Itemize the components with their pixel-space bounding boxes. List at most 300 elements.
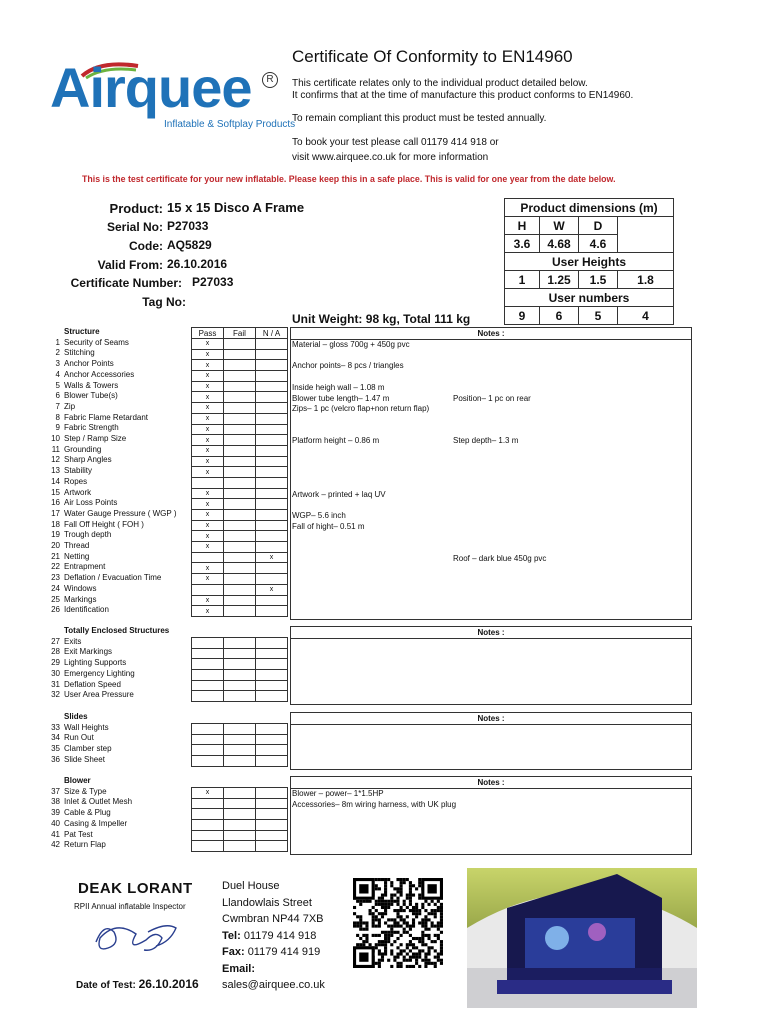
table-row bbox=[192, 809, 288, 820]
result-cell-na bbox=[256, 477, 288, 488]
item-label: Slide Sheet bbox=[64, 754, 105, 764]
item-label: Fall Off Height ( FOH ) bbox=[64, 519, 144, 529]
blower-section-list bbox=[40, 776, 132, 851]
item-label: User Area Pressure bbox=[64, 690, 134, 700]
structure-section-notes-box bbox=[290, 327, 692, 620]
result-cell-pass: x bbox=[192, 392, 224, 403]
product-photo bbox=[467, 868, 697, 1013]
result-cell-pass bbox=[192, 745, 224, 756]
item-label: Markings bbox=[64, 594, 97, 604]
table-row bbox=[192, 392, 288, 403]
dims-d-value: 4.6 bbox=[579, 235, 618, 253]
result-cell-pass: x bbox=[192, 542, 224, 553]
result-cell-fail bbox=[224, 542, 256, 553]
email-label: Email: bbox=[222, 962, 256, 975]
note-text: Accessories– 8m wiring harness, with UK plug bbox=[292, 799, 457, 809]
result-cell-fail bbox=[224, 435, 256, 446]
header-line-2: It confirms that at the time of manufacture this product conforms to EN14960. bbox=[292, 90, 634, 101]
table-row bbox=[192, 531, 288, 542]
table-row bbox=[192, 670, 288, 681]
item-number: 42 bbox=[51, 840, 60, 850]
result-cell-fail bbox=[224, 788, 256, 799]
table-row bbox=[192, 371, 288, 382]
result-cell-na bbox=[256, 638, 288, 649]
tel-label: Tel: bbox=[222, 929, 241, 942]
product-value: 15 x 15 Disco A Frame bbox=[167, 200, 305, 215]
note-text: Roof – dark blue 450g pvc bbox=[453, 554, 547, 563]
result-cell-na bbox=[256, 424, 288, 435]
table-row bbox=[192, 413, 288, 424]
result-cell-na bbox=[256, 381, 288, 392]
inspector-name: DEAK LORANT bbox=[78, 880, 193, 897]
certificate-title: Certificate Of Conformity to EN14960 bbox=[292, 47, 573, 66]
item-label: Clamber step bbox=[64, 744, 112, 754]
result-cell-na bbox=[256, 531, 288, 542]
item-label: Anchor Accessories bbox=[64, 369, 135, 379]
result-cell-fail bbox=[224, 552, 256, 563]
table-row bbox=[192, 820, 288, 831]
checklist-item bbox=[40, 488, 176, 499]
result-cell-fail bbox=[224, 724, 256, 735]
checklist-item bbox=[40, 573, 176, 584]
note-text: Anchor points– 8 pcs / triangles bbox=[292, 361, 404, 371]
item-number: 20 bbox=[51, 541, 60, 551]
item-label: Return Flap bbox=[64, 840, 106, 850]
result-cell-na bbox=[256, 349, 288, 360]
item-number: 2 bbox=[55, 348, 60, 358]
result-cell-pass bbox=[192, 724, 224, 735]
result-cell-fail bbox=[224, 563, 256, 574]
item-number: 31 bbox=[51, 679, 60, 689]
item-number: 30 bbox=[51, 668, 60, 678]
result-cell-na bbox=[256, 745, 288, 756]
result-cell-na bbox=[256, 445, 288, 456]
checklist-item bbox=[40, 647, 169, 658]
result-cell-pass: x bbox=[192, 456, 224, 467]
result-cell-fail bbox=[224, 830, 256, 841]
table-row bbox=[192, 638, 288, 649]
enclosed-section-notes-box bbox=[290, 626, 692, 705]
product-label: Product: bbox=[109, 201, 163, 216]
structure-section-list bbox=[40, 327, 176, 616]
tag-label: Tag No: bbox=[142, 295, 186, 309]
item-number: 10 bbox=[51, 434, 60, 444]
logo-subtitle: Inflatable & Softplay Products bbox=[164, 119, 296, 130]
result-cell-pass: x bbox=[192, 349, 224, 360]
result-cell-pass bbox=[192, 841, 224, 852]
item-number: 32 bbox=[51, 690, 60, 700]
result-cell-pass: x bbox=[192, 595, 224, 606]
item-number: 29 bbox=[51, 658, 60, 668]
item-number: 8 bbox=[55, 412, 60, 422]
item-number: 4 bbox=[55, 369, 60, 379]
user-number-4: 4 bbox=[618, 307, 674, 325]
table-row bbox=[192, 606, 288, 617]
item-label: Step / Ramp Size bbox=[64, 434, 127, 444]
result-cell-pass: x bbox=[192, 788, 224, 799]
result-cell-pass: x bbox=[192, 360, 224, 371]
slides-section bbox=[40, 710, 690, 770]
table-row bbox=[192, 445, 288, 456]
result-cell-na bbox=[256, 456, 288, 467]
date-of-test-label: Date of Test: bbox=[76, 980, 136, 991]
item-label: Run Out bbox=[64, 733, 94, 743]
item-number: 27 bbox=[51, 636, 60, 646]
note-text: Position– 1 pc on rear bbox=[453, 393, 531, 403]
result-cell-pass: x bbox=[192, 520, 224, 531]
serial-label: Serial No: bbox=[106, 220, 163, 234]
item-label: Security of Seams bbox=[64, 337, 129, 347]
table-row bbox=[192, 424, 288, 435]
table-row bbox=[192, 584, 288, 595]
dims-w-value: 4.68 bbox=[540, 235, 579, 253]
checklist-item bbox=[40, 733, 112, 744]
notes-heading: Notes : bbox=[291, 627, 691, 639]
result-cell-pass: x bbox=[192, 413, 224, 424]
result-cell-fail bbox=[224, 381, 256, 392]
table-row bbox=[192, 552, 288, 563]
result-cell-fail bbox=[224, 392, 256, 403]
result-cell-pass bbox=[192, 648, 224, 659]
user-number-3: 5 bbox=[579, 307, 618, 325]
result-cell-na bbox=[256, 606, 288, 617]
table-row bbox=[192, 595, 288, 606]
valid-from-value: 26.10.2016 bbox=[167, 257, 228, 271]
checklist-item bbox=[40, 819, 132, 830]
result-cell-fail bbox=[224, 520, 256, 531]
enclosed-section bbox=[40, 624, 690, 704]
result-cell-na bbox=[256, 488, 288, 499]
user-height-2: 1.25 bbox=[540, 271, 579, 289]
note-text: Platform height – 0.86 m bbox=[292, 436, 380, 446]
checklist-item bbox=[40, 605, 176, 616]
logo: Airquee bbox=[50, 56, 252, 119]
table-row bbox=[192, 339, 288, 350]
result-cell-na bbox=[256, 798, 288, 809]
item-number: 17 bbox=[51, 508, 60, 518]
item-label: Entrapment bbox=[64, 562, 106, 572]
structure-section bbox=[40, 325, 690, 620]
table-row bbox=[192, 841, 288, 852]
certificate-number-value: P27033 bbox=[192, 275, 234, 289]
result-cell-fail bbox=[224, 606, 256, 617]
slides-section-list bbox=[40, 712, 112, 766]
checklist-item bbox=[40, 669, 169, 680]
item-label: Air Loss Points bbox=[64, 498, 118, 508]
table-row bbox=[192, 403, 288, 414]
table-row bbox=[192, 488, 288, 499]
result-cell-fail bbox=[224, 403, 256, 414]
result-cell-na bbox=[256, 691, 288, 702]
checklist-item bbox=[40, 455, 176, 466]
item-label: Fabric Flame Retardant bbox=[64, 412, 149, 422]
item-number: 5 bbox=[55, 380, 60, 390]
result-cell-pass: x bbox=[192, 563, 224, 574]
result-cell-fail bbox=[224, 499, 256, 510]
result-cell-pass: x bbox=[192, 424, 224, 435]
result-cell-na bbox=[256, 841, 288, 852]
result-cell-pass: x bbox=[192, 606, 224, 617]
dims-blank bbox=[618, 217, 674, 253]
code-label: Code: bbox=[129, 239, 163, 253]
item-number: 26 bbox=[51, 605, 60, 615]
checklist-item bbox=[40, 434, 176, 445]
item-number: 1 bbox=[55, 337, 60, 347]
result-cell-pass bbox=[192, 680, 224, 691]
result-cell-fail bbox=[224, 691, 256, 702]
item-number: 22 bbox=[51, 562, 60, 572]
checklist-item bbox=[40, 552, 176, 563]
result-cell-na bbox=[256, 648, 288, 659]
header-line-1: This certificate relates only to the individual product detailed below. bbox=[292, 78, 588, 89]
checklist-item bbox=[40, 477, 176, 488]
result-cell-fail bbox=[224, 424, 256, 435]
item-label: Lighting Supports bbox=[64, 658, 127, 668]
item-label: Trough depth bbox=[64, 530, 112, 540]
item-label: Inlet & Outlet Mesh bbox=[64, 797, 133, 807]
item-number: 7 bbox=[55, 401, 60, 411]
result-cell-pass bbox=[192, 670, 224, 681]
item-number: 36 bbox=[51, 754, 60, 764]
table-row bbox=[192, 349, 288, 360]
checklist-item bbox=[40, 370, 176, 381]
slides-section-grid bbox=[191, 723, 288, 767]
result-cell-na bbox=[256, 820, 288, 831]
header-line-4: To book your test please call 01179 414 918 or bbox=[292, 137, 499, 148]
item-label: Exit Markings bbox=[64, 647, 113, 657]
inspector-role: RPII Annual inflatable Inspector bbox=[74, 902, 186, 911]
table-row bbox=[192, 520, 288, 531]
address-line-2: Llandowlais Street bbox=[222, 896, 312, 909]
item-number: 15 bbox=[51, 487, 60, 497]
result-cell-na: x bbox=[256, 584, 288, 595]
result-cell-pass: x bbox=[192, 467, 224, 478]
result-cell-fail bbox=[224, 371, 256, 382]
code-value: AQ5829 bbox=[167, 238, 212, 252]
tel-line bbox=[222, 928, 325, 945]
item-number: 16 bbox=[51, 498, 60, 508]
item-number: 41 bbox=[51, 829, 60, 839]
item-number: 11 bbox=[51, 444, 60, 454]
checklist-item bbox=[40, 381, 176, 392]
tel-value: 01179 414 918 bbox=[243, 929, 317, 942]
column-na: N / A bbox=[256, 328, 288, 339]
user-height-1: 1 bbox=[505, 271, 540, 289]
item-label: Walls & Towers bbox=[64, 380, 119, 390]
blower-section-heading: Blower bbox=[64, 776, 91, 785]
result-cell-pass: x bbox=[192, 574, 224, 585]
result-cell-fail bbox=[224, 413, 256, 424]
structure-section-heading: Structure bbox=[64, 327, 100, 336]
checklist-item bbox=[40, 830, 132, 841]
result-cell-fail bbox=[224, 467, 256, 478]
slides-section-heading: Slides bbox=[64, 712, 88, 721]
table-row bbox=[192, 381, 288, 392]
checklist-item bbox=[40, 584, 176, 595]
checklist-item bbox=[40, 413, 176, 424]
result-cell-pass: x bbox=[192, 403, 224, 414]
table-row bbox=[192, 499, 288, 510]
result-cell-pass bbox=[192, 659, 224, 670]
certificate-number-label: Certificate Number: bbox=[70, 276, 182, 290]
checklist-item bbox=[40, 562, 176, 573]
checklist-item bbox=[40, 348, 176, 359]
result-cell-fail bbox=[224, 445, 256, 456]
table-row bbox=[192, 456, 288, 467]
checklist-item bbox=[40, 680, 169, 691]
result-cell-na bbox=[256, 413, 288, 424]
checklist-item bbox=[40, 787, 132, 798]
item-number: 34 bbox=[51, 733, 60, 743]
header-line-3: To remain compliant this product must be tested annually. bbox=[292, 113, 547, 124]
table-row bbox=[192, 360, 288, 371]
item-number: 13 bbox=[51, 466, 60, 476]
checklist-item bbox=[40, 520, 176, 531]
checklist-item bbox=[40, 509, 176, 520]
item-label: Artwork bbox=[64, 487, 92, 497]
result-cell-fail bbox=[224, 360, 256, 371]
result-cell-na bbox=[256, 830, 288, 841]
result-cell-pass bbox=[192, 820, 224, 831]
enclosed-section-grid bbox=[191, 637, 288, 702]
user-number-2: 6 bbox=[540, 307, 579, 325]
item-label: Exits bbox=[64, 636, 82, 646]
result-cell-na bbox=[256, 371, 288, 382]
user-heights-title: User Heights bbox=[505, 253, 674, 271]
checklist-item bbox=[40, 840, 132, 851]
result-cell-na bbox=[256, 435, 288, 446]
result-cell-na bbox=[256, 360, 288, 371]
item-label: Stitching bbox=[64, 348, 95, 358]
email-value[interactable]: sales@airquee.co.uk bbox=[222, 979, 325, 991]
result-cell-na bbox=[256, 339, 288, 350]
checklist-item bbox=[40, 423, 176, 434]
result-cell-pass bbox=[192, 691, 224, 702]
result-cell-fail bbox=[224, 477, 256, 488]
registered-icon: R bbox=[262, 72, 278, 88]
item-number: 40 bbox=[51, 818, 60, 828]
enclosed-section-list bbox=[40, 626, 169, 701]
result-cell-fail bbox=[224, 659, 256, 670]
item-number: 21 bbox=[51, 551, 60, 561]
item-label: Thread bbox=[64, 541, 90, 551]
item-label: Sharp Angles bbox=[64, 455, 112, 465]
result-cell-na bbox=[256, 563, 288, 574]
user-height-3: 1.5 bbox=[579, 271, 618, 289]
result-cell-na bbox=[256, 392, 288, 403]
fax-line bbox=[222, 944, 325, 961]
result-cell-fail bbox=[224, 745, 256, 756]
item-label: Cable & Plug bbox=[64, 808, 111, 818]
dims-d-header: D bbox=[579, 217, 618, 235]
item-label: Ropes bbox=[64, 476, 88, 486]
address-line-3: Cwmbran NP44 7XB bbox=[222, 913, 324, 925]
checklist-item bbox=[40, 498, 176, 509]
result-cell-pass: x bbox=[192, 510, 224, 521]
item-label: Stability bbox=[64, 466, 93, 476]
blower-section bbox=[40, 774, 690, 854]
result-cell-na bbox=[256, 403, 288, 414]
result-cell-fail bbox=[224, 798, 256, 809]
item-number: 19 bbox=[51, 530, 60, 540]
dims-w-header: W bbox=[540, 217, 579, 235]
result-cell-fail bbox=[224, 488, 256, 499]
item-number: 24 bbox=[51, 583, 60, 593]
table-row bbox=[192, 756, 288, 767]
result-cell-fail bbox=[224, 670, 256, 681]
note-text: Zips– 1 pc (velcro flap+non return flap) bbox=[292, 404, 430, 414]
table-row bbox=[192, 659, 288, 670]
enclosed-section-heading: Totally Enclosed Structures bbox=[64, 626, 170, 635]
table-row bbox=[192, 724, 288, 735]
item-number: 35 bbox=[51, 744, 60, 754]
table-row bbox=[192, 745, 288, 756]
item-number: 23 bbox=[51, 573, 60, 583]
item-label: Water Gauge Pressure ( WGP ) bbox=[64, 508, 177, 518]
note-text: Inside heigh wall – 1.08 m bbox=[292, 382, 385, 392]
checklist-item bbox=[40, 658, 169, 669]
result-cell-na bbox=[256, 724, 288, 735]
header-line-5: visit www.airquee.co.uk for more information bbox=[292, 152, 489, 163]
table-row bbox=[192, 680, 288, 691]
result-cell-na: x bbox=[256, 552, 288, 563]
dims-h-header: H bbox=[505, 217, 540, 235]
item-number: 28 bbox=[51, 647, 60, 657]
result-cell-na bbox=[256, 680, 288, 691]
item-label: Deflation / Evacuation Time bbox=[64, 573, 162, 583]
user-numbers-title: User numbers bbox=[505, 289, 674, 307]
item-number: 6 bbox=[55, 391, 60, 401]
item-label: Windows bbox=[64, 583, 97, 593]
item-number: 33 bbox=[51, 722, 60, 732]
result-cell-fail bbox=[224, 595, 256, 606]
result-cell-pass: x bbox=[192, 381, 224, 392]
structure-section-grid bbox=[191, 327, 288, 617]
table-row bbox=[192, 734, 288, 745]
result-cell-fail bbox=[224, 349, 256, 360]
blower-section-notes-box bbox=[290, 776, 692, 855]
result-cell-pass bbox=[192, 798, 224, 809]
column-pass: Pass bbox=[192, 328, 224, 339]
table-row bbox=[192, 788, 288, 799]
user-number-1: 9 bbox=[505, 307, 540, 325]
checklist-item bbox=[40, 797, 132, 808]
blower-section-grid bbox=[191, 787, 288, 852]
result-cell-fail bbox=[224, 820, 256, 831]
item-label: Identification bbox=[64, 605, 109, 615]
item-label: Size & Type bbox=[64, 786, 107, 796]
result-cell-na bbox=[256, 520, 288, 531]
checklist-item bbox=[40, 541, 176, 552]
slides-section-notes-box bbox=[290, 712, 692, 770]
item-number: 18 bbox=[51, 519, 60, 529]
result-cell-pass: x bbox=[192, 445, 224, 456]
item-number: 38 bbox=[51, 797, 60, 807]
note-text: Blower tube length– 1.47 m bbox=[292, 393, 390, 403]
note-text: Artwork – printed + laq UV bbox=[292, 489, 386, 499]
column-fail: Fail bbox=[224, 328, 256, 339]
dims-h-value: 3.6 bbox=[505, 235, 540, 253]
result-cell-na bbox=[256, 574, 288, 585]
table-row bbox=[192, 691, 288, 702]
checklist-item bbox=[40, 391, 176, 402]
result-cell-pass bbox=[192, 552, 224, 563]
checklist-item bbox=[40, 690, 169, 701]
result-cell-pass: x bbox=[192, 499, 224, 510]
note-text: Material – gloss 700g + 450g pvc bbox=[292, 340, 410, 349]
result-cell-fail bbox=[224, 456, 256, 467]
unit-weight: Unit Weight: 98 kg, Total 111 kg bbox=[292, 312, 471, 326]
